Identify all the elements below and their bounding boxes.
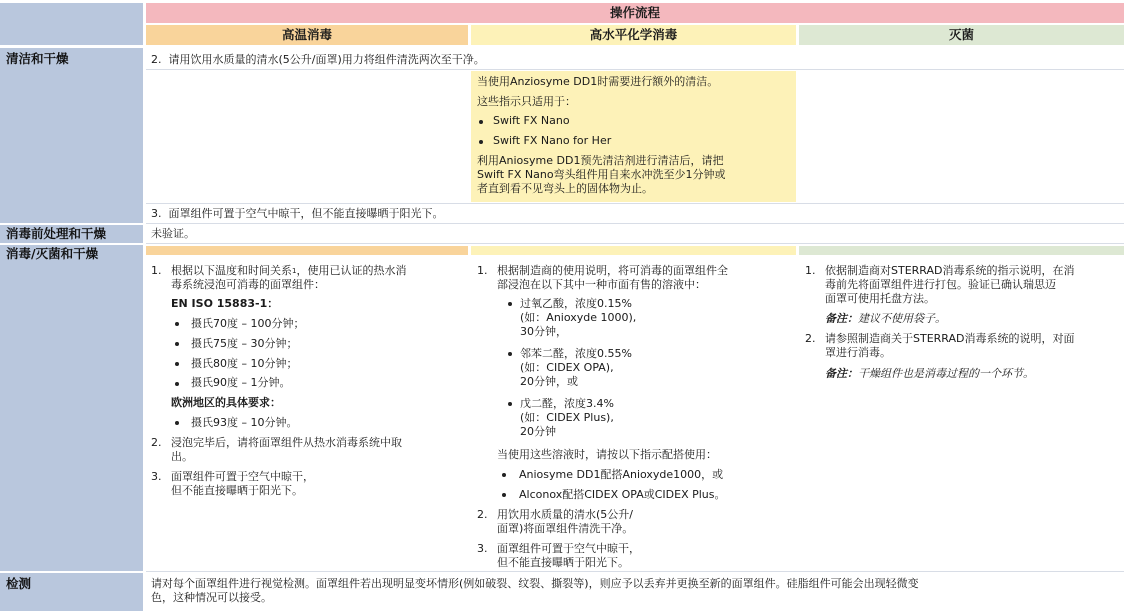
solution-line: 20分钟 (520, 425, 556, 438)
bullet-icon (508, 402, 512, 406)
pairing-item: Aniosyme DD1配搭Anioxyde1000，或 (519, 468, 724, 481)
sterilization-step-1-line-1: 依据制造商对STERRAD消毒系统的指示说明，在消 (825, 264, 1075, 277)
temperature-item: 摄氏75度 – 30分钟； (191, 337, 298, 350)
note-line: Swift FX Nano弯头组件用自来水冲洗至少1分钟或 (477, 168, 726, 181)
note-line: 这些指示只适用于： (477, 95, 576, 108)
row-label-inspect-text: 检测 (6, 576, 32, 591)
temperature-item: 摄氏90度 – 1分钟。 (191, 376, 291, 389)
sterilization-note-2 (825, 367, 1034, 381)
step-number: 1. (151, 264, 162, 277)
chemical-step-2-line-1: 用饮用水质量的清水(5公升/ (497, 508, 633, 521)
eu-heading: 欧洲地区的具体要求： (171, 396, 281, 409)
sterilization-step-2-line-1: 请参照制造商关于STERRAD消毒系统的说明，对面 (825, 332, 1075, 345)
chemical-color-bar (471, 246, 796, 255)
standard-heading: EN ISO 15883-1： (171, 297, 279, 310)
note-item: Swift FX Nano (493, 114, 570, 127)
note-label: 备注： (825, 367, 858, 380)
row-divider (146, 223, 1124, 224)
solution-line: 戊二醛，浓度3.4% (520, 397, 614, 410)
sterilization-color-bar (799, 246, 1124, 255)
eu-temperature-item: 摄氏93度 – 10分钟。 (191, 416, 298, 429)
note-line: 利用Aniosyme DD1预先清洁剂进行清洁后，请把 (477, 154, 724, 167)
note-text: 干燥组件也是消毒过程的一个环节。 (858, 367, 1034, 380)
bullet-icon (175, 382, 179, 386)
clean-step-3: 3. 面罩组件可置于空气中晾干，但不能直接曝晒于阳光下。 (151, 207, 444, 220)
column-header-thermal: 高温消毒 (146, 25, 468, 45)
sterilization-step-2-line-2: 罩进行消毒。 (825, 346, 891, 359)
bullet-icon (502, 473, 506, 477)
sterilization-step-1-line-3: 面罩可使用托盘方法。 (825, 292, 935, 305)
chemical-step-2-line-2: 面罩)将面罩组件清洗干净。 (497, 522, 634, 535)
solution-line: 过氧乙酸，浓度0.15% (520, 297, 632, 310)
thermal-step-3-line-2: 但不能直接曝晒于阳光下。 (171, 484, 303, 497)
anziosyme-note-box (471, 71, 796, 202)
row-divider (146, 571, 1124, 572)
thermal-color-bar (146, 246, 468, 255)
bullet-icon (175, 421, 179, 425)
chemical-step-3-line-2: 但不能直接曝晒于阳光下。 (497, 556, 629, 569)
bullet-icon (508, 302, 512, 306)
step-number: 2. (805, 332, 816, 345)
step-number: 3. (477, 542, 488, 555)
bullet-icon (175, 322, 179, 326)
thermal-step-1-text: 根据以下温度和时间关系 (171, 264, 292, 277)
solution-line: 30分钟， (520, 325, 567, 338)
note-label: 备注： (825, 312, 858, 325)
bullet-icon (502, 493, 506, 497)
column-header-sterilization: 灭菌 (799, 25, 1124, 45)
sidebar-header-blank (0, 3, 143, 45)
chemical-step-3-line-1: 面罩组件可置于空气中晾干， (497, 542, 640, 555)
row-divider (146, 203, 1124, 204)
chemical-step-1-line-1: 根据制造商的使用说明，将可消毒的面罩组件全 (497, 264, 728, 277)
clean-step-2: 2. 请用饮用水质量的清水(5公升/面罩)用力将组件清洗两次至干净。 (151, 53, 485, 66)
row-label-predisinfect-text: 消毒前处理和干燥 (6, 226, 107, 241)
row-label-clean (0, 48, 143, 223)
thermal-step-1-line-2: 毒系统浸泡可消毒的面罩组件： (171, 278, 325, 291)
chemical-step-1-line-2: 部浸泡在以下其中一种市面有售的溶液中： (497, 278, 706, 291)
step-number: 1. (477, 264, 488, 277)
sterilization-step-1-line-2: 毒前先将面罩组件进行打包。验证已确认瑞思迈 (825, 278, 1056, 291)
note-line: 者直到看不见弯头上的固体物为止。 (477, 182, 653, 195)
bullet-icon (508, 352, 512, 356)
inspect-line-1: 请对每个面罩组件进行视觉检测。面罩组件若出现明显变坏情形(例如破裂、纹裂、撕裂等)，则应予以丢弃并更换至新的面罩组件。硅脂组件可能会出现轻微变 (151, 577, 919, 590)
sterilization-note-1 (825, 312, 946, 326)
solution-line: (如：Anioxyde 1000), (520, 311, 637, 324)
pairing-item: Alconox配搭CIDEX OPA或CIDEX Plus。 (519, 488, 726, 501)
process-title: 操作流程 (146, 3, 1124, 23)
row-divider (146, 243, 1124, 244)
row-label-inspect (0, 573, 143, 611)
column-header-chemical: 高水平化学消毒 (471, 25, 796, 45)
note-item: Swift FX Nano for Her (493, 134, 612, 147)
note-text: 建议不使用袋子。 (858, 312, 946, 325)
temperature-item: 摄氏70度 – 100分钟； (191, 317, 305, 330)
bullet-icon (479, 140, 483, 144)
row-label-disinfect (0, 245, 143, 571)
solution-line: 邻苯二醛，浓度0.55% (520, 347, 632, 360)
row-divider (146, 69, 1124, 70)
note-line: 当使用Anziosyme DD1时需要进行额外的清洁。 (477, 75, 719, 88)
thermal-step-2-line-1: 浸泡完毕后，请将面罩组件从热水消毒系统中取 (171, 436, 402, 449)
inspect-line-2: 色，这种情况可以接受。 (151, 591, 272, 604)
bullet-icon (175, 362, 179, 366)
pairing-intro: 当使用这些溶液时，请按以下指示配搭使用： (497, 448, 717, 461)
row-label-clean-text: 清洁和干燥 (6, 51, 69, 66)
bullet-icon (479, 120, 483, 124)
row-label-disinfect-text: 消毒/灭菌和干燥 (6, 246, 99, 261)
solution-line: (如：CIDEX OPA), (520, 361, 614, 374)
step-number: 2. (477, 508, 488, 521)
step-number: 3. (151, 470, 162, 483)
step-number: 1. (805, 264, 816, 277)
footnote-marker: 1 (292, 267, 297, 275)
thermal-step-2-line-2: 出。 (171, 450, 193, 463)
solution-line: 20分钟，或 (520, 375, 578, 388)
temperature-item: 摄氏80度 – 10分钟； (191, 357, 298, 370)
step-number: 2. (151, 436, 162, 449)
row-label-predisinfect (0, 225, 143, 243)
thermal-step-3-line-1: 面罩组件可置于空气中晾干， (171, 470, 314, 483)
thermal-step-1-text: ，使用已认证的热水消 (296, 264, 407, 277)
thermal-step-1-line-1 (171, 264, 406, 278)
predisinfect-text: 未验证。 (151, 227, 195, 240)
bullet-icon (175, 342, 179, 346)
solution-line: (如：CIDEX Plus), (520, 411, 614, 424)
